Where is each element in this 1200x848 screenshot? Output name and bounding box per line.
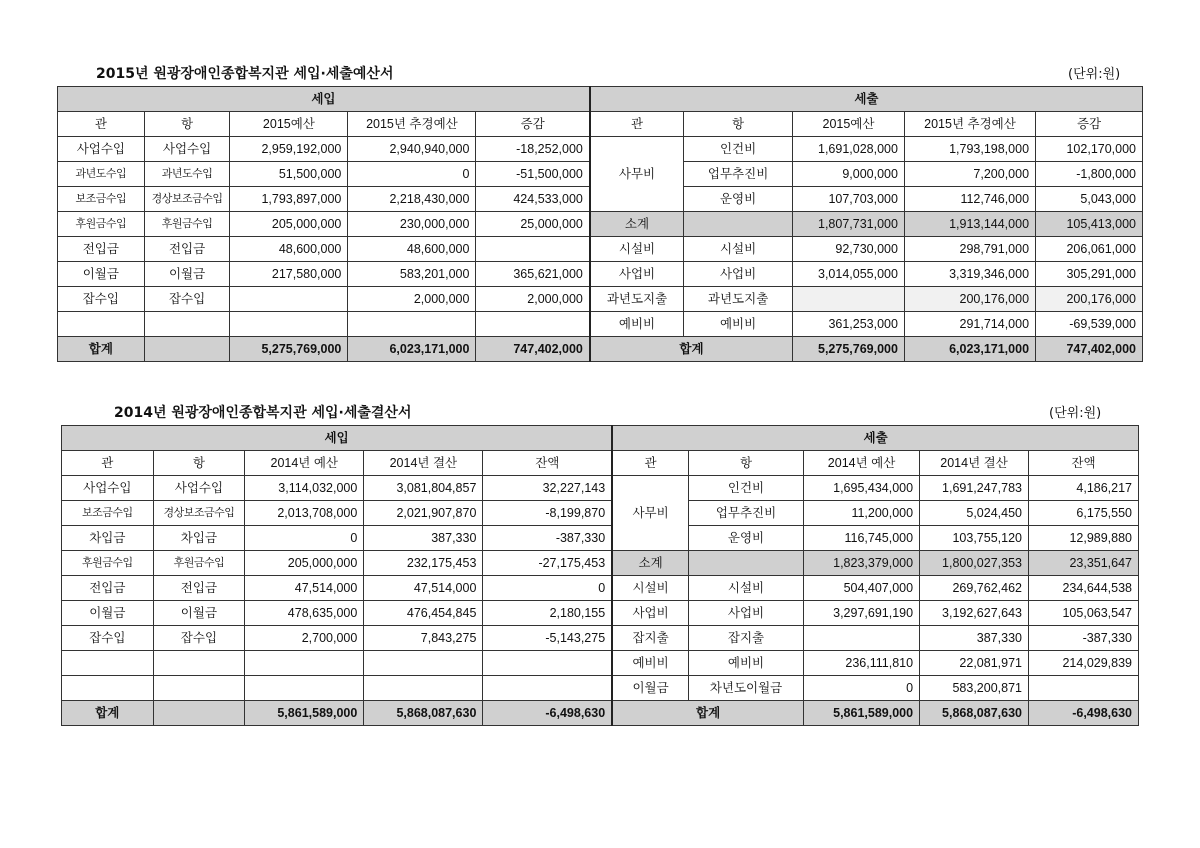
- income-cell: [153, 676, 245, 701]
- expense-cell: 이월금: [612, 676, 688, 701]
- income-column-header: 2015년 추경예산: [348, 112, 476, 137]
- income-cell: 217,580,000: [230, 262, 348, 287]
- expense-group-label: 사무비: [590, 137, 684, 212]
- income-cell: 2,000,000: [348, 287, 476, 312]
- expense-cell: 1,793,198,000: [904, 137, 1035, 162]
- expense-cell: 12,989,880: [1028, 526, 1138, 551]
- expense-section-header: 세출: [590, 87, 1143, 112]
- expense-cell: -1,800,000: [1036, 162, 1143, 187]
- expense-total-cell: 5,275,769,000: [793, 337, 905, 362]
- expense-subtotal-cell: 1,913,144,000: [904, 212, 1035, 237]
- income-cell: [348, 312, 476, 337]
- income-cell: 경상보조금수입: [153, 501, 245, 526]
- expense-cell: 5,024,450: [920, 501, 1029, 526]
- expense-column-header: 2015예산: [793, 112, 905, 137]
- income-cell: 이월금: [153, 601, 245, 626]
- income-cell: 7,843,275: [364, 626, 483, 651]
- income-cell: 잡수입: [144, 287, 230, 312]
- income-cell: 2,000,000: [476, 287, 590, 312]
- expense-cell: 인건비: [684, 137, 793, 162]
- expense-subtotal-cell: 1,800,027,353: [920, 551, 1029, 576]
- income-cell: 424,533,000: [476, 187, 590, 212]
- income-cell: 230,000,000: [348, 212, 476, 237]
- income-cell: 이월금: [62, 601, 154, 626]
- expense-cell: 361,253,000: [793, 312, 905, 337]
- expense-cell: 운영비: [684, 187, 793, 212]
- expense-cell: 1,695,434,000: [804, 476, 920, 501]
- expense-cell: 인건비: [689, 476, 804, 501]
- expense-column-header: 관: [590, 112, 684, 137]
- expense-cell: 236,111,810: [804, 651, 920, 676]
- income-cell: 2,021,907,870: [364, 501, 483, 526]
- income-column-header: 항: [153, 451, 245, 476]
- expense-subtotal-cell: 소계: [590, 212, 684, 237]
- income-cell: [144, 312, 230, 337]
- expense-cell: 0: [804, 676, 920, 701]
- expense-cell: 시설비: [689, 576, 804, 601]
- table-row: [62, 501, 1139, 526]
- expense-cell: 9,000,000: [793, 162, 905, 187]
- income-cell: -51,500,000: [476, 162, 590, 187]
- expense-cell: 107,703,000: [793, 187, 905, 212]
- income-total-cell: 5,861,589,000: [245, 701, 364, 726]
- income-cell: 전입금: [153, 576, 245, 601]
- income-column-header: 2014년 결산: [364, 451, 483, 476]
- income-cell: 사업수입: [62, 476, 154, 501]
- income-cell: 3,081,804,857: [364, 476, 483, 501]
- income-cell: [483, 676, 612, 701]
- income-cell: -27,175,453: [483, 551, 612, 576]
- table-row: [58, 137, 1143, 162]
- income-cell: 583,201,000: [348, 262, 476, 287]
- table-row: [58, 237, 1143, 262]
- income-cell: 차입금: [153, 526, 245, 551]
- expense-cell: 387,330: [920, 626, 1029, 651]
- expense-cell: 102,170,000: [1036, 137, 1143, 162]
- income-cell: 387,330: [364, 526, 483, 551]
- income-cell: 48,600,000: [230, 237, 348, 262]
- table-row: [62, 601, 1139, 626]
- expense-cell: [1028, 676, 1138, 701]
- expense-cell: -69,539,000: [1036, 312, 1143, 337]
- table-row: [62, 576, 1139, 601]
- expense-cell: 583,200,871: [920, 676, 1029, 701]
- expense-total-cell: -6,498,630: [1028, 701, 1138, 726]
- income-cell: 전입금: [144, 237, 230, 262]
- income-total-cell: 5,868,087,630: [364, 701, 483, 726]
- income-cell: 잡수입: [58, 287, 145, 312]
- expense-cell: 200,176,000: [904, 287, 1035, 312]
- income-total-cell: -6,498,630: [483, 701, 612, 726]
- income-cell: 25,000,000: [476, 212, 590, 237]
- income-cell: 차입금: [62, 526, 154, 551]
- income-cell: 후원금수입: [144, 212, 230, 237]
- income-cell: 전입금: [58, 237, 145, 262]
- income-cell: 365,621,000: [476, 262, 590, 287]
- income-cell: [230, 312, 348, 337]
- income-cell: 과년도수입: [58, 162, 145, 187]
- title-2015: 2015년 원광장애인종합복지관 세입·세출예산서: [96, 66, 394, 82]
- income-cell: 2,700,000: [245, 626, 364, 651]
- income-column-header: 관: [58, 112, 145, 137]
- expense-cell: [804, 626, 920, 651]
- expense-cell: 업무추진비: [689, 501, 804, 526]
- expense-column-header: 2014년 예산: [804, 451, 920, 476]
- income-cell: 보조금수입: [62, 501, 154, 526]
- expense-cell: 214,029,839: [1028, 651, 1138, 676]
- expense-cell: 4,186,217: [1028, 476, 1138, 501]
- expense-total-label: 합계: [612, 701, 803, 726]
- expense-column-header: 항: [684, 112, 793, 137]
- expense-cell: 잡지출: [612, 626, 688, 651]
- expense-cell: [793, 287, 905, 312]
- income-cell: 보조금수입: [58, 187, 145, 212]
- income-cell: [483, 651, 612, 676]
- expense-cell: 11,200,000: [804, 501, 920, 526]
- income-total-cell: 6,023,171,000: [348, 337, 476, 362]
- income-cell: 0: [483, 576, 612, 601]
- expense-cell: 과년도지출: [684, 287, 793, 312]
- table-row: [62, 651, 1139, 676]
- income-cell: 0: [348, 162, 476, 187]
- expense-section-header: 세출: [612, 426, 1138, 451]
- expense-cell: 92,730,000: [793, 237, 905, 262]
- table-row: [62, 676, 1139, 701]
- table-row: [58, 312, 1143, 337]
- table-row: [62, 626, 1139, 651]
- income-cell: 후원금수입: [153, 551, 245, 576]
- income-column-header: 항: [144, 112, 230, 137]
- income-cell: 32,227,143: [483, 476, 612, 501]
- income-cell: 전입금: [62, 576, 154, 601]
- income-cell: 1,793,897,000: [230, 187, 348, 212]
- income-total-cell: 5,275,769,000: [230, 337, 348, 362]
- income-cell: 2,180,155: [483, 601, 612, 626]
- income-cell: 사업수입: [144, 137, 230, 162]
- expense-total-cell: 5,861,589,000: [804, 701, 920, 726]
- income-cell: 3,114,032,000: [245, 476, 364, 501]
- income-cell: -387,330: [483, 526, 612, 551]
- table-row: [62, 526, 1139, 551]
- expense-group-label: 사무비: [612, 476, 688, 551]
- expense-cell: 사업비: [684, 262, 793, 287]
- income-cell: [364, 676, 483, 701]
- income-cell: 476,454,845: [364, 601, 483, 626]
- expense-total-label: 합계: [590, 337, 793, 362]
- income-cell: 478,635,000: [245, 601, 364, 626]
- income-cell: 2,218,430,000: [348, 187, 476, 212]
- table-row: [58, 287, 1143, 312]
- income-cell: 2,013,708,000: [245, 501, 364, 526]
- table-row: [58, 212, 1143, 237]
- expense-column-header: 증감: [1036, 112, 1143, 137]
- expense-cell: 7,200,000: [904, 162, 1035, 187]
- income-cell: -5,143,275: [483, 626, 612, 651]
- expense-cell: 3,297,691,190: [804, 601, 920, 626]
- expense-cell: 3,319,346,000: [904, 262, 1035, 287]
- income-cell: 2,940,940,000: [348, 137, 476, 162]
- expense-cell: 112,746,000: [904, 187, 1035, 212]
- expense-cell: 3,014,055,000: [793, 262, 905, 287]
- expense-cell: 3,192,627,643: [920, 601, 1029, 626]
- income-cell: 후원금수입: [62, 551, 154, 576]
- income-cell: -8,199,870: [483, 501, 612, 526]
- unit-2015: (단위:원): [1068, 67, 1121, 82]
- expense-subtotal-cell: [684, 212, 793, 237]
- expense-cell: 291,714,000: [904, 312, 1035, 337]
- title-2014: 2014년 원광장애인종합복지관 세입·세출결산서: [114, 405, 412, 421]
- unit-2014: (단위:원): [1049, 406, 1102, 421]
- income-cell: [245, 676, 364, 701]
- expense-cell: 차년도이월금: [689, 676, 804, 701]
- income-cell: [364, 651, 483, 676]
- table-row: [58, 262, 1143, 287]
- expense-column-header: 관: [612, 451, 688, 476]
- expense-subtotal-cell: [689, 551, 804, 576]
- income-total-cell: 747,402,000: [476, 337, 590, 362]
- table-row: [62, 551, 1139, 576]
- expense-cell: 200,176,000: [1036, 287, 1143, 312]
- income-cell: 잡수입: [62, 626, 154, 651]
- expense-cell: 예비비: [689, 651, 804, 676]
- income-cell: 48,600,000: [348, 237, 476, 262]
- expense-subtotal-cell: 소계: [612, 551, 688, 576]
- expense-cell: 운영비: [689, 526, 804, 551]
- income-cell: 이월금: [58, 262, 145, 287]
- expense-cell: 시설비: [684, 237, 793, 262]
- income-cell: 51,500,000: [230, 162, 348, 187]
- settlement-table-2014: [61, 425, 1139, 726]
- income-total-label: 합계: [58, 337, 145, 362]
- expense-column-header: 2014년 결산: [920, 451, 1029, 476]
- expense-column-header: 잔액: [1028, 451, 1138, 476]
- income-cell: [245, 651, 364, 676]
- budget-table-2015: [57, 86, 1143, 362]
- total-row: [58, 337, 1143, 362]
- expense-subtotal-cell: 105,413,000: [1036, 212, 1143, 237]
- expense-cell: 1,691,247,783: [920, 476, 1029, 501]
- income-cell: 232,175,453: [364, 551, 483, 576]
- expense-cell: 6,175,550: [1028, 501, 1138, 526]
- expense-cell: 206,061,000: [1036, 237, 1143, 262]
- expense-cell: 과년도지출: [590, 287, 684, 312]
- income-cell: 사업수입: [58, 137, 145, 162]
- income-cell: 2,959,192,000: [230, 137, 348, 162]
- income-column-header: 2015예산: [230, 112, 348, 137]
- expense-total-cell: 747,402,000: [1036, 337, 1143, 362]
- income-column-header: 증감: [476, 112, 590, 137]
- expense-total-cell: 5,868,087,630: [920, 701, 1029, 726]
- income-cell: [476, 237, 590, 262]
- expense-cell: 예비비: [590, 312, 684, 337]
- expense-cell: 103,755,120: [920, 526, 1029, 551]
- income-section-header: 세입: [58, 87, 590, 112]
- table-row: [62, 476, 1139, 501]
- income-cell: 이월금: [144, 262, 230, 287]
- expense-cell: 1,691,028,000: [793, 137, 905, 162]
- income-cell: 과년도수입: [144, 162, 230, 187]
- expense-cell: 업무추진비: [684, 162, 793, 187]
- income-cell: 후원금수입: [58, 212, 145, 237]
- expense-cell: 504,407,000: [804, 576, 920, 601]
- income-cell: 0: [245, 526, 364, 551]
- income-total-label: 합계: [62, 701, 154, 726]
- expense-cell: 22,081,971: [920, 651, 1029, 676]
- expense-cell: 사업비: [612, 601, 688, 626]
- expense-subtotal-cell: 23,351,647: [1028, 551, 1138, 576]
- income-cell: 205,000,000: [230, 212, 348, 237]
- total-row: [62, 701, 1139, 726]
- expense-cell: 116,745,000: [804, 526, 920, 551]
- income-column-header: 관: [62, 451, 154, 476]
- income-cell: 잡수입: [153, 626, 245, 651]
- expense-cell: 시설비: [612, 576, 688, 601]
- income-column-header: 2014년 예산: [245, 451, 364, 476]
- income-column-header: 잔액: [483, 451, 612, 476]
- expense-cell: 5,043,000: [1036, 187, 1143, 212]
- expense-cell: 사업비: [590, 262, 684, 287]
- income-cell: 47,514,000: [245, 576, 364, 601]
- income-cell: -18,252,000: [476, 137, 590, 162]
- expense-cell: 305,291,000: [1036, 262, 1143, 287]
- income-cell: [62, 651, 154, 676]
- income-cell: [153, 651, 245, 676]
- expense-cell: 예비비: [612, 651, 688, 676]
- expense-cell: 시설비: [590, 237, 684, 262]
- expense-column-header: 항: [689, 451, 804, 476]
- expense-cell: 사업비: [689, 601, 804, 626]
- income-cell: 47,514,000: [364, 576, 483, 601]
- income-cell: 205,000,000: [245, 551, 364, 576]
- income-cell: [62, 676, 154, 701]
- income-cell: [476, 312, 590, 337]
- expense-cell: -387,330: [1028, 626, 1138, 651]
- expense-subtotal-cell: 1,807,731,000: [793, 212, 905, 237]
- expense-cell: 105,063,547: [1028, 601, 1138, 626]
- expense-cell: 234,644,538: [1028, 576, 1138, 601]
- income-cell: [230, 287, 348, 312]
- expense-cell: 예비비: [684, 312, 793, 337]
- expense-subtotal-cell: 1,823,379,000: [804, 551, 920, 576]
- expense-total-cell: 6,023,171,000: [904, 337, 1035, 362]
- expense-cell: 298,791,000: [904, 237, 1035, 262]
- expense-column-header: 2015년 추경예산: [904, 112, 1035, 137]
- income-section-header: 세입: [62, 426, 613, 451]
- income-cell: [58, 312, 145, 337]
- expense-cell: 잡지출: [689, 626, 804, 651]
- income-cell: 경상보조금수입: [144, 187, 230, 212]
- income-cell: 사업수입: [153, 476, 245, 501]
- expense-cell: 269,762,462: [920, 576, 1029, 601]
